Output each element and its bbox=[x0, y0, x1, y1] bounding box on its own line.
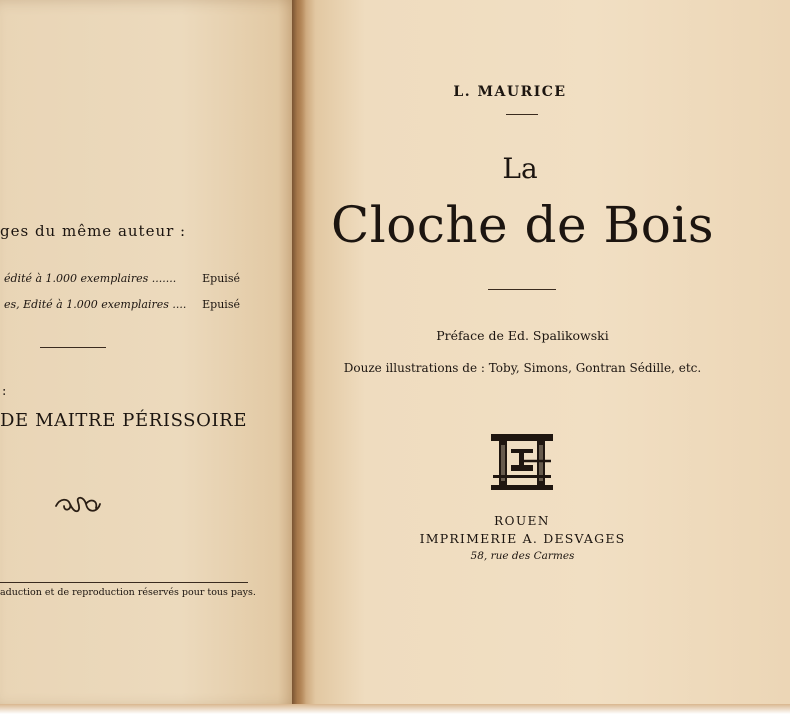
preface-credit: Préface de Ed. Spalikowski bbox=[436, 328, 609, 343]
publication-city: ROUEN bbox=[494, 514, 550, 528]
work-text: es, Edité à 1.000 exemplaires .... bbox=[4, 298, 187, 311]
page-bottom-edge bbox=[0, 704, 790, 714]
title-article: La bbox=[502, 152, 538, 185]
fleuron-ornament-icon bbox=[52, 494, 104, 520]
printing-press-icon bbox=[489, 431, 555, 491]
work-line bbox=[4, 272, 244, 285]
printer-address: 58, rue des Carmes bbox=[470, 550, 575, 562]
divider bbox=[40, 347, 106, 348]
divider bbox=[506, 114, 538, 115]
work-status: Epuisé bbox=[202, 298, 240, 311]
work-status: Epuisé bbox=[202, 272, 240, 285]
forthcoming-title: DE MAITRE PÉRISSOIRE bbox=[0, 410, 248, 431]
right-page bbox=[296, 0, 790, 706]
book-title: Cloche de Bois bbox=[330, 196, 715, 254]
illustrations-credit: Douze illustrations de : Toby, Simons, Gontran Sédille, etc. bbox=[343, 361, 702, 375]
works-heading: ges du même auteur : bbox=[0, 222, 187, 240]
colon-mark: : bbox=[2, 384, 7, 399]
left-page bbox=[0, 0, 302, 708]
divider bbox=[0, 582, 248, 583]
divider bbox=[488, 289, 556, 290]
work-line bbox=[4, 298, 244, 311]
work-text: édité à 1.000 exemplaires ....... bbox=[4, 272, 177, 285]
rights-notice: aduction et de reproduction réservés pour tous pays. bbox=[0, 587, 256, 598]
gutter-shadow bbox=[292, 0, 306, 706]
author-name: L. MAURICE bbox=[453, 84, 567, 100]
printer-name: IMPRIMERIE A. DESVAGES bbox=[419, 531, 626, 546]
